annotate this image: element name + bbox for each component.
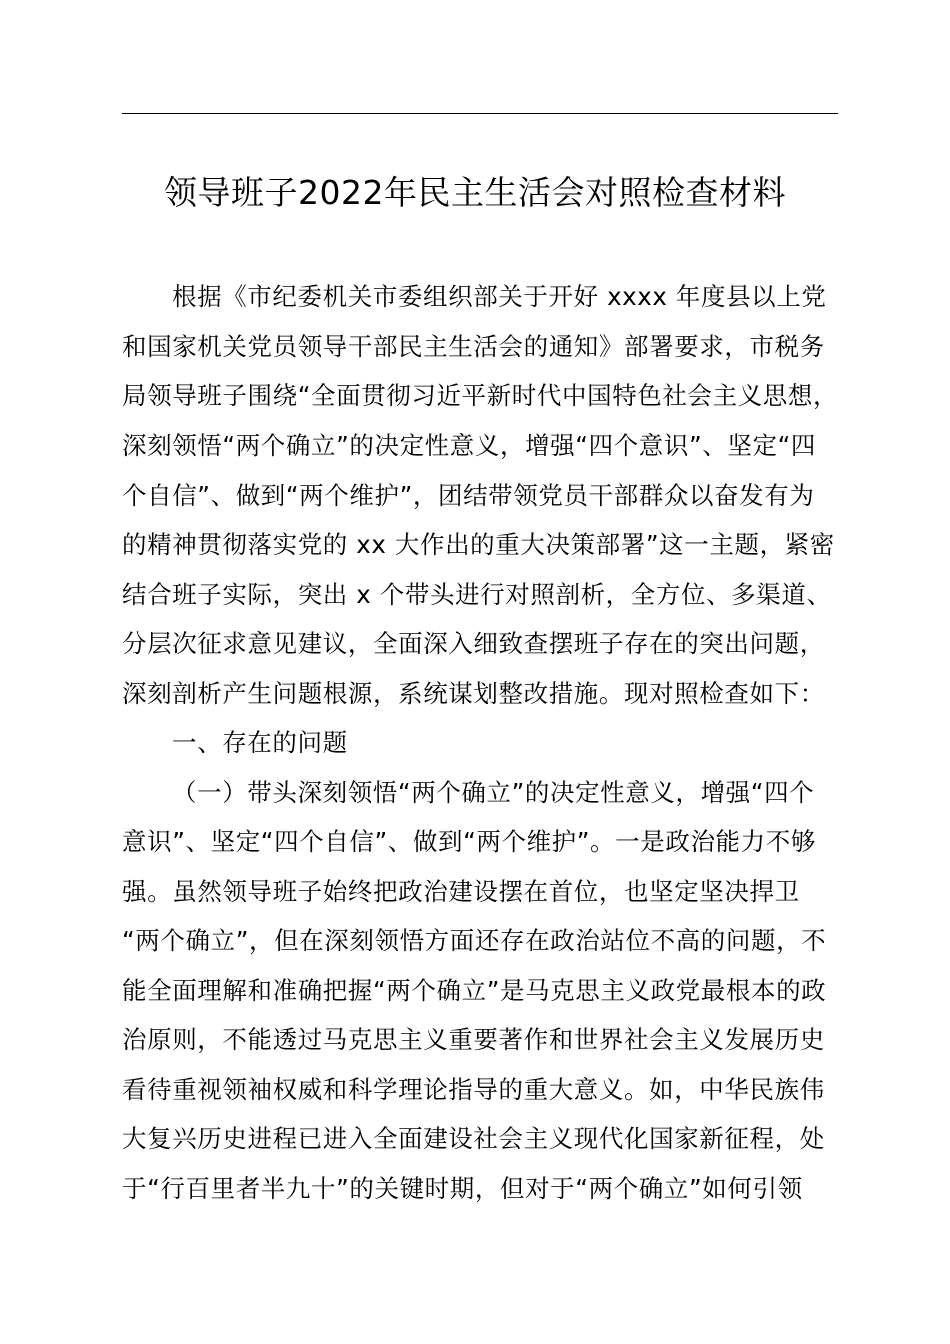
paragraph-line: 分层次征求意见建议，全面深入细致查摆班子存在的突出问题， (122, 629, 825, 658)
paragraph-line: 治原则，不能透过马克思主义重要著作和世界社会主义发展历史 (122, 1025, 825, 1054)
paragraph-line: 大复兴历史进程已进入全面建设社会主义现代化国家新征程，处 (122, 1124, 825, 1153)
paragraph-line: 的精神贯彻落实党的 xx 大作出的重大决策部署”这一主题，紧密 (122, 530, 835, 559)
paragraph-line: 局领导班子围绕“全面贯彻习近平新时代中国特色社会主义思想， (122, 381, 839, 410)
document-title: 领导班子2022年民主生活会对照检查材料 (164, 173, 786, 212)
paragraph-line: 结合班子实际，突出 x 个带头进行对照剖析，全方位、多渠道、 (122, 580, 832, 609)
paragraph-line: 意识”、坚定“四个自信”、做到“两个维护”。一是政治能力不够 (122, 827, 816, 856)
paragraph-line: 个自信”、做到“两个维护”，团结带领党员干部群众以奋发有为 (122, 481, 815, 510)
header-rule (122, 113, 838, 114)
paragraph-line: 和国家机关党员领导干部民主生活会的通知》部署要求，市税务 (122, 332, 825, 361)
paragraph-line: 深刻剖析产生问题根源，系统谋划整改措施。现对照检查如下： (122, 679, 825, 708)
paragraph-line: 能全面理解和准确把握“两个确立”是马克思主义政党最根本的政 (122, 976, 827, 1005)
section-heading: 一、存在的问题 (172, 728, 348, 757)
paragraph-line: 强。虽然领导班子始终把政治建设摆在首位，也坚定坚决捍卫 (122, 877, 800, 906)
subsection-heading-line: （一）带头深刻领悟“两个确立”的决定性意义，增强“四个 (172, 778, 815, 807)
paragraph-line: 深刻领悟“两个确立”的决定性意义，增强“四个意识”、坚定“四 (122, 431, 816, 460)
paragraph-line: 根据《市纪委机关市委组织部关于开好 xxxx 年度县以上党 (172, 282, 827, 311)
paragraph-line: 于“行百里者半九十”的关键时期，但对于“两个确立”如何引领 (122, 1174, 803, 1203)
paragraph-line: “两个确立”，但在深刻领悟方面还存在政治站位不高的问题，不 (122, 926, 827, 955)
paragraph-line: 看待重视领袖权威和科学理论指导的重大意义。如，中华民族伟 (122, 1075, 825, 1104)
